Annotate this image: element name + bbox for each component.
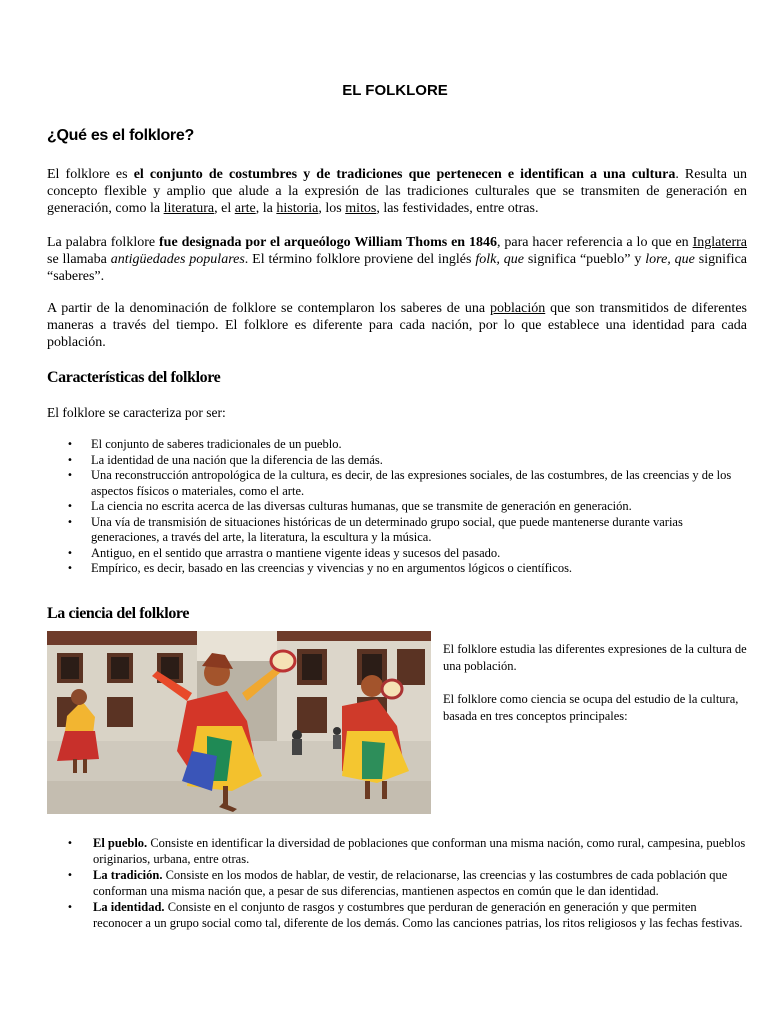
list-item: • Empírico, es decir, basado en las creencias y vivencias y no en argumentos lógicos o científicos. <box>47 561 747 577</box>
section-heading-what-is: ¿Qué es el folklore? <box>47 127 194 144</box>
characteristics-list <box>47 437 747 577</box>
link-inglaterra[interactable]: Inglaterra <box>692 235 748 250</box>
characteristics-intro: El folklore se caracteriza por ser: <box>47 405 226 420</box>
paragraph-definition: El folklore es el conjunto de costumbres y de tradiciones que pertenecen e identifican a una cultura. Resulta un concepto flexible y amplio que alude a la expresión de las tradiciones culturales que se transmiten de generación en generación, como la literatura, el arte, la historia, los mitos, las festividades, entre otras. <box>47 167 747 216</box>
list-item: • El conjunto de saberes tradicionales de un pueblo. <box>47 437 747 453</box>
link-historia[interactable]: historia <box>276 201 319 216</box>
link-poblacion[interactable]: población <box>490 301 546 316</box>
science-paragraph-1: El folklore estudia las diferentes expresiones de la cultura de una población. <box>443 642 747 673</box>
concept-item-pueblo: • El pueblo. Consiste en identificar la diversidad de poblaciones que conforman una misma nación, como rural, campesina, pueblos originarios, urbana, entre otras. <box>47 836 747 867</box>
list-item: • Una reconstrucción antropológica de la cultura, es decir, de las expresiones sociales, de las costumbres, de las creencias y de los aspectos físicos o materiales, como el arte. <box>47 468 747 499</box>
list-item: • Antiguo, en el sentido que arrastra o mantiene vigente ideas y sucesos del pasado. <box>47 546 747 562</box>
concept-item-tradicion: • La tradición. Consiste en los modos de hablar, de vestir, de relacionarse, las creencias y las costumbres de cada población que conforman una misma nación que, a pesar de sus diferencias, mantienen aspectos en común que le dan identidad. <box>47 868 747 899</box>
list-item: • Una vía de transmisión de situaciones históricas de un determinado grupo social, que puede mantenerse durante varias generaciones, a través del arte, la literatura, la escultura y la música. <box>47 515 747 546</box>
document-title: EL FOLKLORE <box>342 82 448 99</box>
science-paragraph-2: El folklore como ciencia se ocupa del estudio de la cultura, basada en tres conceptos principales: <box>443 692 739 723</box>
concepts-list <box>47 836 747 931</box>
paragraph-origin: La palabra folklore fue designada por el arqueólogo William Thoms en 1846, para hacer referencia a lo que en Inglaterra se llamaba antigüedades populares. El término folklore proviene del inglés folk, que significa “pueblo” y lore, que significa “saberes”. <box>47 235 748 284</box>
list-item: • La ciencia no escrita acerca de las diversas culturas humanas, que se transmite de generación en generación. <box>47 499 747 515</box>
section-heading-characteristics: Características del folklore <box>47 369 221 386</box>
section-heading-science: La ciencia del folklore <box>47 605 190 622</box>
folklore-dance-photo <box>47 631 431 814</box>
link-literatura[interactable]: literatura <box>163 201 215 216</box>
paragraph-identity: A partir de la denominación de folklore se contemplaron los saberes de una población que son transmitidos de diferentes maneras a través del tiempo. El folklore es diferente para cada nación, por lo que establece una identidad para cada población. <box>47 301 747 350</box>
link-mitos[interactable]: mitos <box>345 201 377 216</box>
concept-item-identidad: • La identidad. Consiste en el conjunto de rasgos y costumbres que perduran de generación en generación y que permiten reconocer a un grupo social como tal, diferente de los demás. Como las canciones patrias, los ritos religiosos y las fechas festivas. <box>47 900 747 931</box>
link-arte[interactable]: arte <box>234 201 256 216</box>
list-item: • La identidad de una nación que la diferencia de las demás. <box>47 453 747 469</box>
